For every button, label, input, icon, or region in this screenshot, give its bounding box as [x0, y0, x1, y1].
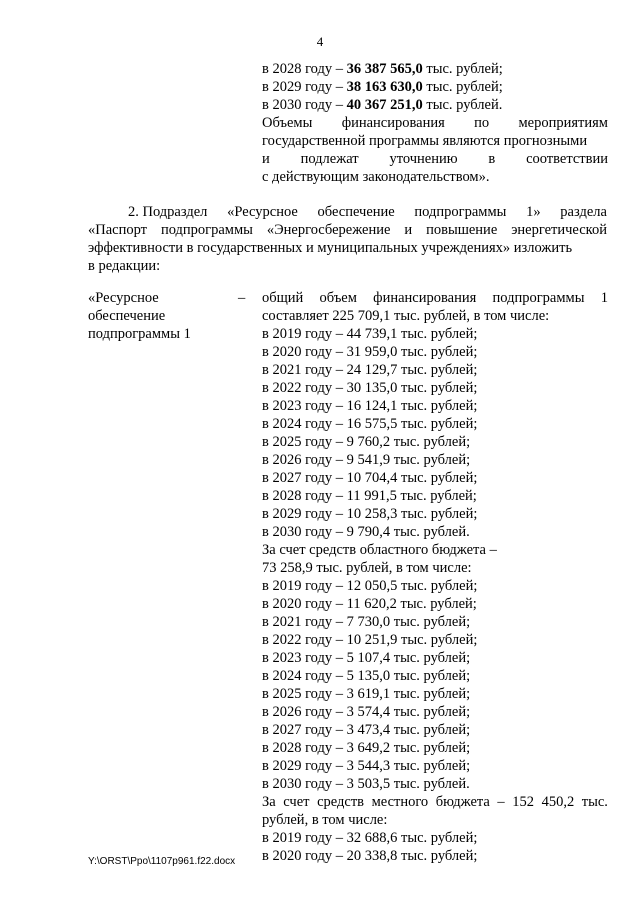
year-line: в 2023 году – 5 107,4 тыс. рублей; — [262, 650, 471, 666]
year-line: в 2021 году – 7 730,0 тыс. рублей; — [262, 614, 471, 630]
year-line: в 2020 году – 20 338,8 тыс. рублей; — [262, 848, 478, 864]
paragraph-line: эффективности в государственных и муниципальных учреждениях» изложить — [88, 240, 573, 256]
year-line: в 2029 году – 3 544,3 тыс. рублей; — [262, 758, 471, 774]
top-year-line: в 2030 году – 40 367 251,0 тыс. рублей. — [262, 97, 503, 113]
note-line: с действующим законодательством». — [262, 169, 490, 185]
year-line: в 2030 году – 3 503,5 тыс. рублей. — [262, 776, 470, 792]
year-line: в 2022 году – 10 251,9 тыс. рублей; — [262, 632, 478, 648]
amount: 40 367 251,0 — [346, 97, 423, 113]
total-line: составляет 225 709,1 тыс. рублей, в том числе: — [262, 308, 550, 324]
year-line: в 2026 году – 9 541,9 тыс. рублей; — [262, 452, 471, 468]
total-line: общий объем финансирования подпрограммы 1 — [262, 290, 608, 306]
year-line: в 2020 году – 31 959,0 тыс. рублей; — [262, 344, 478, 360]
note-line: государственной программы являются прогнозными — [262, 133, 588, 149]
label-line: обеспечение — [88, 308, 166, 324]
paragraph-line: «Паспорт подпрограммы «Энергосбережение и повышение энергетической — [88, 222, 607, 238]
note-line: Объемы финансирования по мероприятиям — [262, 115, 608, 131]
year-line: в 2025 году – 9 760,2 тыс. рублей; — [262, 434, 471, 450]
top-year-line: в 2029 году – 38 163 630,0 тыс. рублей; — [262, 79, 503, 95]
year-line: в 2024 году – 5 135,0 тыс. рублей; — [262, 668, 471, 684]
year-line: в 2019 году – 32 688,6 тыс. рублей; — [262, 830, 478, 846]
local-line: рублей, в том числе: — [262, 812, 388, 828]
regional-line: За счет средств областного бюджета – — [262, 542, 497, 558]
year-line: в 2023 году – 16 124,1 тыс. рублей; — [262, 398, 478, 414]
year-line: в 2026 году – 3 574,4 тыс. рублей; — [262, 704, 471, 720]
regional-line: 73 258,9 тыс. рублей, в том числе: — [262, 560, 472, 576]
label-line: «Ресурсное — [88, 290, 159, 306]
label-line: подпрограммы 1 — [88, 326, 191, 342]
year-line: в 2029 году – 10 258,3 тыс. рублей; — [262, 506, 478, 522]
file-path-footer: Y:\ORST\Ppo\1107p961.f22.docx — [88, 856, 236, 867]
year-line: в 2030 году – 9 790,4 тыс. рублей. — [262, 524, 470, 540]
year-line: в 2021 году – 24 129,7 тыс. рублей; — [262, 362, 478, 378]
year-line: в 2024 году – 16 575,5 тыс. рублей; — [262, 416, 478, 432]
year-line: в 2020 году – 11 620,2 тыс. рублей; — [262, 596, 477, 612]
year-line: в 2027 году – 3 473,4 тыс. рублей; — [262, 722, 471, 738]
year-line: в 2027 году – 10 704,4 тыс. рублей; — [262, 470, 478, 486]
year-line: в 2019 году – 44 739,1 тыс. рублей; — [262, 326, 478, 342]
amount: 38 163 630,0 — [346, 79, 423, 95]
year-line: в 2028 году – 3 649,2 тыс. рублей; — [262, 740, 471, 756]
page-number: 4 — [316, 34, 324, 49]
amount: 36 387 565,0 — [346, 61, 423, 77]
paragraph-line: в редакции: — [88, 258, 161, 274]
paragraph-line: 2. Подраздел «Ресурсное обеспечение подпрограммы 1» раздела — [128, 204, 607, 220]
year-line: в 2025 году – 3 619,1 тыс. рублей; — [262, 686, 471, 702]
year-line: в 2028 году – 11 991,5 тыс. рублей; — [262, 488, 477, 504]
top-year-line: в 2028 году – 36 387 565,0 тыс. рублей; — [262, 61, 503, 77]
note-line: и подлежат уточнению в соответствии — [262, 151, 608, 167]
year-line: в 2022 году – 30 135,0 тыс. рублей; — [262, 380, 478, 396]
label-dash: – — [238, 290, 246, 306]
year-line: в 2019 году – 12 050,5 тыс. рублей; — [262, 578, 478, 594]
local-line: За счет средств местного бюджета – 152 450,2 тыс. — [262, 794, 608, 810]
